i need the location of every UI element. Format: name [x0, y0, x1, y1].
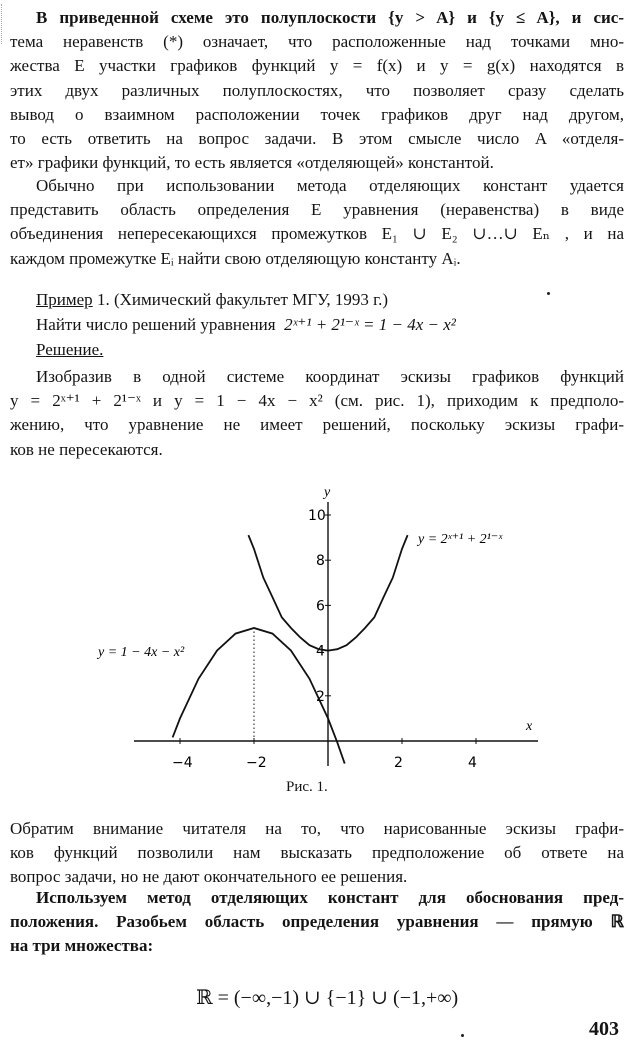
- text-line: вывод о взаимном расположении точек графиков друг над другом,: [10, 104, 624, 124]
- y-tick-label: 2: [316, 688, 325, 705]
- paragraph-remark: [10, 817, 624, 890]
- x-axis-label: x: [526, 719, 533, 734]
- figure-caption: Рис. 1.: [286, 779, 328, 795]
- paragraph-method: [10, 174, 624, 271]
- text-line: жению, что уравнение не имеет решений, поскольку эскизы графи-: [10, 415, 624, 435]
- task-text: Найти число решений уравнения: [36, 315, 276, 334]
- text-line: Изобразив в одной системе координат эскизы графиков функций: [36, 367, 624, 386]
- example-title-rest: 1. (Химический факультет МГУ, 1993 г.): [92, 290, 389, 309]
- text-line: вопрос задачи, но не дают окончательного ее решения.: [10, 867, 408, 887]
- text-line: положения. Разобьем область определения уравнения — прямую ℝ: [10, 912, 624, 932]
- x-tick-label: −4: [172, 755, 193, 770]
- set-partition-formula: ℝ = (−∞,−1) ∪ {−1} ∪ (−1,+∞): [196, 987, 459, 1009]
- text-line: Обычно при использовании метода отделяющих констант удается: [36, 176, 624, 195]
- paragraph-intro: [10, 6, 624, 175]
- text-line: то есть ответить на вопрос задачи. В этом смысле число A «отделя-: [10, 129, 624, 149]
- task-equation: 2ˣ⁺¹ + 2¹⁻ˣ = 1 − 4x − x²: [284, 315, 456, 334]
- text-line: тема неравенств (*) означает, что расположенные над точками мно-: [10, 32, 624, 52]
- text-line: каждом промежутке Eᵢ найти свою отделяющую константу Aᵢ.: [10, 248, 461, 268]
- example-block: [36, 287, 626, 362]
- exp-curve-label: y = 2ˣ⁺¹ + 2¹⁻ˣ: [418, 532, 503, 547]
- x-tick-label: −2: [246, 755, 267, 770]
- y-axis-label: y: [324, 485, 331, 500]
- text-line: жества E участки графиков функций y = f(x) и y = g(x) находятся в: [10, 56, 624, 76]
- text-line: В приведенной схеме это полуплоскости {y > A} и {y ≤ A}, и сис-: [36, 8, 624, 27]
- example-title: [36, 287, 626, 312]
- text-line: y = 2ˣ⁺¹ + 2¹⁻ˣ и y = 1 − 4x − x² (см. рис. 1), приходим к предполо-: [10, 391, 624, 411]
- curves: [173, 535, 408, 764]
- text-line: на три множества:: [10, 936, 154, 956]
- margin-mark: [1, 4, 8, 44]
- page-number: 403: [589, 1018, 619, 1040]
- text-line: этих двух различных полуплоскостях, что позволяет сразу сделать: [10, 80, 624, 100]
- text-line: Используем метод отделяющих констант для обоснования пред-: [36, 888, 624, 907]
- x-tick-label: 4: [468, 755, 477, 770]
- text-line: представить область определения E уравнения (неравенства) в виде: [10, 200, 624, 220]
- print-dot: [547, 292, 550, 295]
- ticks: [172, 508, 477, 770]
- y-tick-label: 8: [316, 553, 325, 570]
- example-label: Пример: [36, 290, 93, 309]
- paragraph-solution: [10, 365, 624, 462]
- y-tick-label: 10: [308, 508, 326, 524]
- parabola-curve-label: y = 1 − 4x − x²: [98, 645, 185, 660]
- solution-label: Решение.: [36, 340, 104, 359]
- paragraph-constants: [10, 886, 624, 959]
- example-task: [36, 312, 626, 337]
- function-graph-figure: [96, 480, 546, 770]
- y-tick-label: 6: [316, 598, 325, 615]
- text-line: объединения непересекающихся промежутков E₁ ∪ E₂ ∪…∪ Eₙ , и на: [10, 224, 624, 244]
- print-dot: [461, 1034, 464, 1037]
- text-line: ков функций позволили нам высказать предположение об ответе на: [10, 843, 624, 863]
- text-line: ет» графики функций, то есть является «отделяющей» константой.: [10, 153, 494, 173]
- text-line: ков не пересекаются.: [10, 439, 163, 459]
- x-tick-label: 2: [394, 755, 403, 770]
- y-tick-label: 4: [316, 643, 325, 660]
- text-line: Обратим внимание читателя на то, что нарисованные эскизы графи-: [10, 819, 624, 838]
